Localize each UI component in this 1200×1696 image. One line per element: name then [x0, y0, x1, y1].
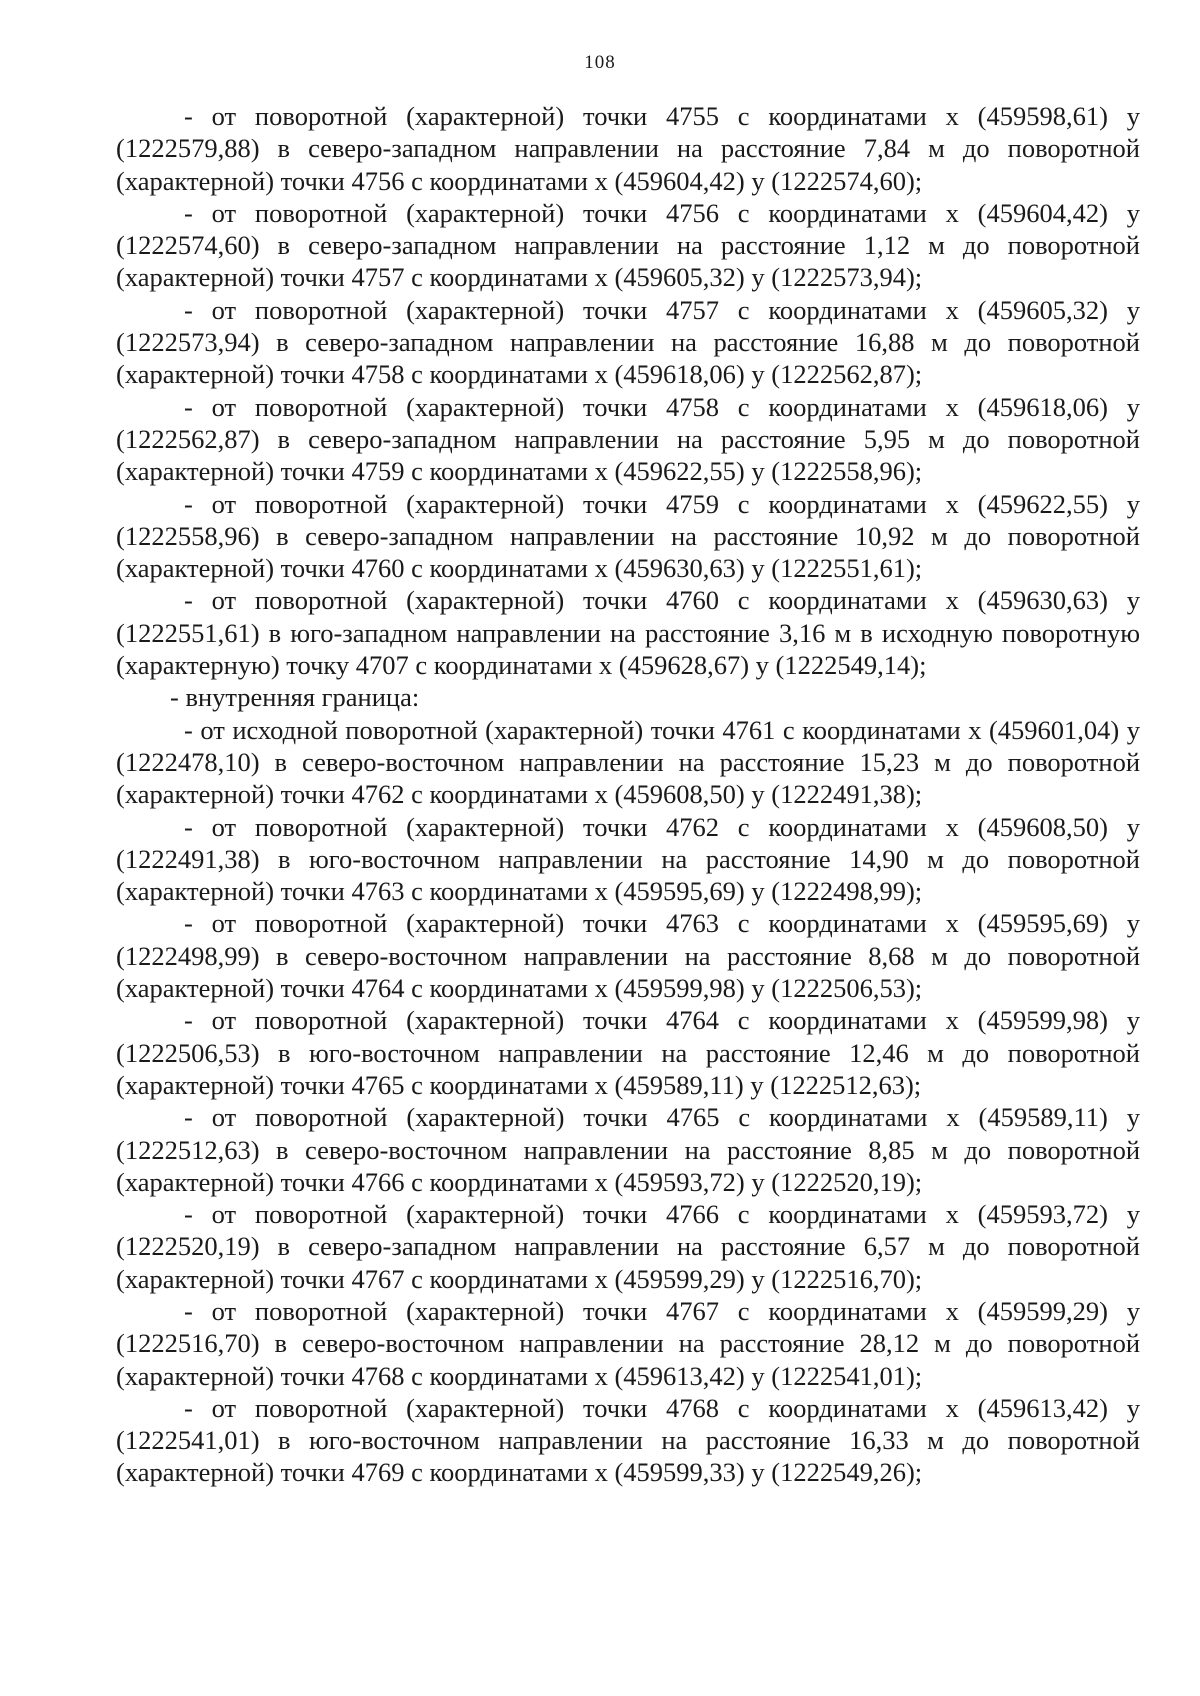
- boundary-paragraph: - от поворотной (характерной) точки 4766 с координатами х (459593,72) у (1222520,19) в северо-западном направлении на расстояние 6,57 м до поворотной (характерной) точки 4767 с координатами х (459599,29) у (1222516,70);: [116, 1199, 1140, 1294]
- boundary-paragraph: - от поворотной (характерной) точки 4758 с координатами х (459618,06) у (1222562,87) в северо-западном направлении на расстояние 5,95 м до поворотной (характерной) точки 4759 с координатами х (459622,55) у (1222558,96);: [116, 391, 1140, 487]
- boundary-paragraph: - от поворотной (характерной) точки 4759 с координатами х (459622,55) у (1222558,96) в северо-западном направлении на расстояние 10,92 м до поворотной (характерной) точки 4760 с координатами х (459630,63) у (1222551,61);: [116, 488, 1140, 584]
- inner-boundary-heading: - внутренняя граница:: [170, 682, 420, 713]
- boundary-paragraph: - от поворотной (характерной) точки 4768 с координатами х (459613,42) у (1222541,01) в юго-восточном направлении на расстояние 16,33 м до поворотной (характерной) точки 4769 с координатами х (459599,33) у (1222549,26);: [116, 1392, 1140, 1488]
- boundary-paragraph: - от поворотной (характерной) точки 4755 с координатами х (459598,61) у (1222579,88) в северо-западном направлении на расстояние 7,84 м до поворотной (характерной) точки 4756 с координатами х (459604,42) у (1222574,60);: [116, 101, 1140, 196]
- page-number: 108: [584, 52, 616, 73]
- boundary-paragraph: - от поворотной (характерной) точки 4757 с координатами х (459605,32) у (1222573,94) в северо-западном направлении на расстояние 16,88 м до поворотной (характерной) точки 4758 с координатами х (459618,06) у (1222562,87);: [116, 294, 1140, 390]
- document-body: [116, 100, 1140, 1489]
- boundary-paragraph: - от поворотной (характерной) точки 4767 с координатами х (459599,29) у (1222516,70) в северо-восточном направлении на расстояние 28,12 м до поворотной (характерной) точки 4768 с координатами х (459613,42) у (1222541,01);: [116, 1295, 1140, 1391]
- boundary-paragraph: - от поворотной (характерной) точки 4760 с координатами х (459630,63) у (1222551,61) в юго-западном направлении на расстояние 3,16 м в исходную поворотную (характерную) точку 4707 с координатами х (459628,67) у (1222549,14);: [116, 585, 1140, 681]
- boundary-paragraph: - от поворотной (характерной) точки 4763 с координатами х (459595,69) у (1222498,99) в северо-восточном направлении на расстояние 8,68 м до поворотной (характерной) точки 4764 с координатами х (459599,98) у (1222506,53);: [116, 908, 1140, 1004]
- boundary-paragraph: - от поворотной (характерной) точки 4762 с координатами х (459608,50) у (1222491,38) в юго-восточном направлении на расстояние 14,90 м до поворотной (характерной) точки 4763 с координатами х (459595,69) у (1222498,99);: [116, 811, 1140, 907]
- boundary-paragraph: - от исходной поворотной (характерной) точки 4761 с координатами х (459601,04) у (1222478,10) в северо-восточном направлении на расстояние 15,23 м до поворотной (характерной) точки 4762 с координатами х (459608,50) у (1222491,38);: [116, 714, 1140, 810]
- boundary-paragraph: - от поворотной (характерной) точки 4765 с координатами х (459589,11) у (1222512,63) в северо-восточном направлении на расстояние 8,85 м до поворотной (характерной) точки 4766 с координатами х (459593,72) у (1222520,19);: [116, 1102, 1140, 1197]
- boundary-paragraph: - от поворотной (характерной) точки 4764 с координатами х (459599,98) у (1222506,53) в юго-восточном направлении на расстояние 12,46 м до поворотной (характерной) точки 4765 с координатами х (459589,11) у (1222512,63);: [116, 1005, 1140, 1100]
- boundary-paragraph: - от поворотной (характерной) точки 4756 с координатами х (459604,42) у (1222574,60) в северо-западном направлении на расстояние 1,12 м до поворотной (характерной) точки 4757 с координатами х (459605,32) у (1222573,94);: [116, 197, 1140, 293]
